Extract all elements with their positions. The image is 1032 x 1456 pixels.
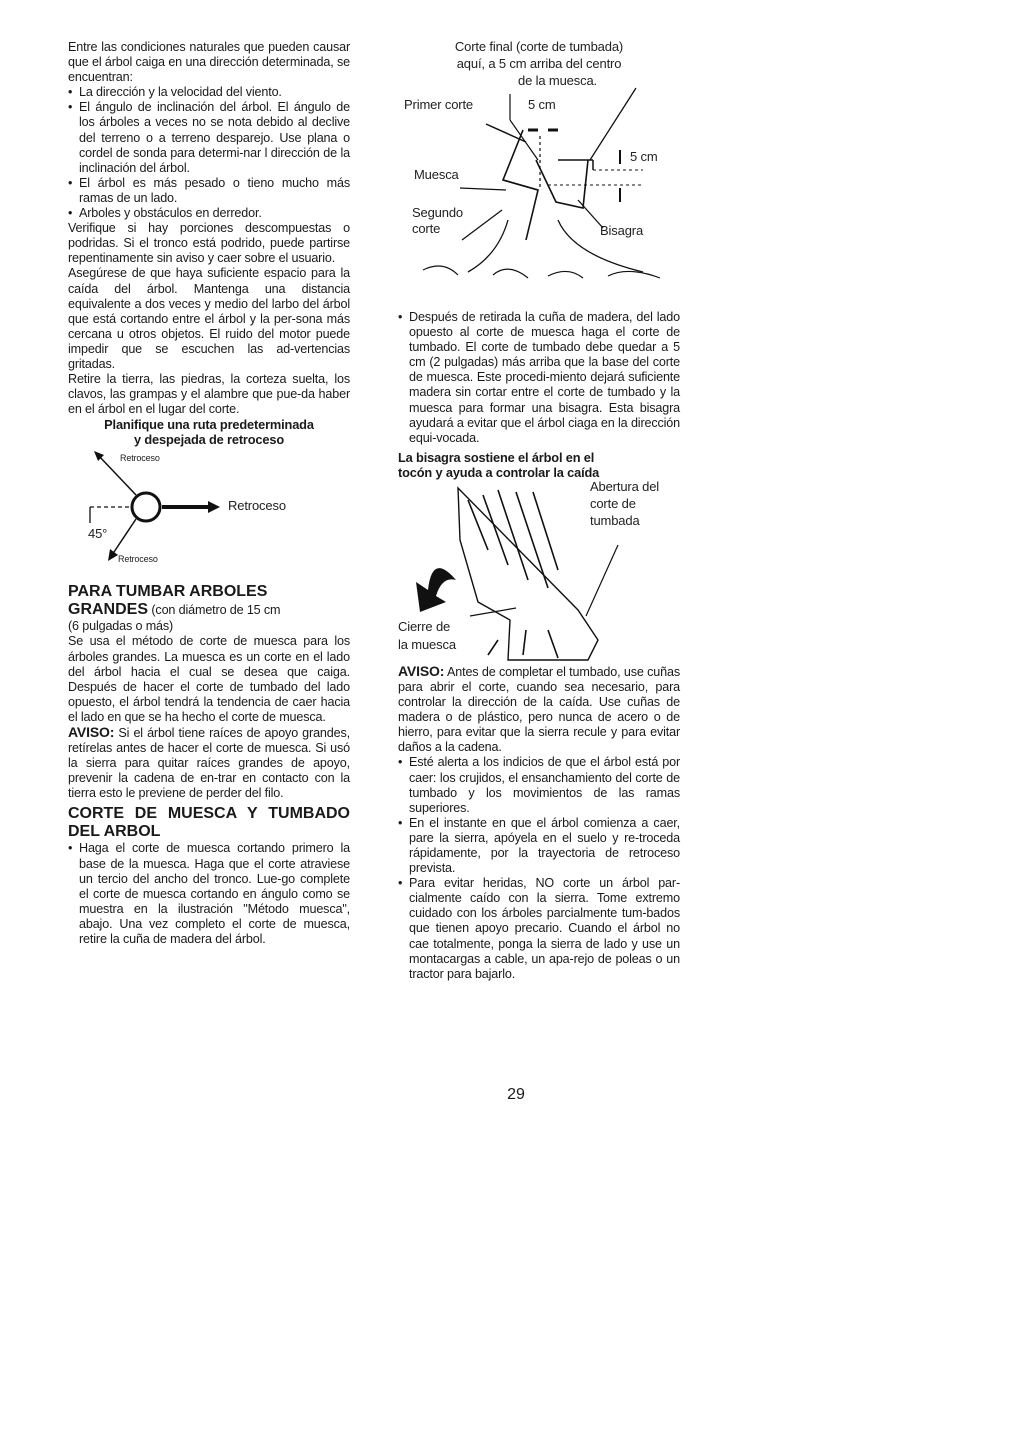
retreat-diagram-drawing — [68, 447, 350, 577]
hinge-diagram — [398, 480, 680, 662]
retreat-diagram — [68, 447, 350, 577]
heading-large-subtitle-2: (6 pulgadas o más) — [68, 619, 174, 634]
retreat-title-line2: y despejada de retroceso — [133, 432, 285, 448]
list-item: • En el instante en que el árbol comienza a caer, pare la sierra, apóyela en el suelo y re-troceda rápidamente, por la trayectoria de retroceso prevista. — [398, 816, 680, 876]
page-number: 29 — [507, 1086, 525, 1103]
hinge-title-line2: tocón y ayuda a controlar la caída — [398, 464, 600, 480]
caption-line3: de la muesca. — [518, 73, 597, 88]
dim-top-label: 5 cm — [528, 97, 556, 112]
clear-paragraph: Retire la tierra, las piedras, la corteza suelta, los clavos, las grampas y el alambre que pue-da haber en el árbol en el lugar del corte. — [68, 372, 350, 417]
aviso-label: AVISO: — [398, 662, 445, 679]
heading-large-subtitle: (con diámetro de 15 cm — [151, 603, 281, 618]
abertura-label-1: Abertura del — [590, 478, 660, 494]
safety-list — [398, 755, 680, 981]
heading-large-trees: PARA TUMBAR ARBOLES — [68, 583, 268, 601]
intro-paragraph: Entre las condiciones naturales que pueden causar que el árbol caiga en una dirección determinada, se encuentran: — [68, 40, 350, 85]
notch-method-paragraph: Se usa el método de corte de muesca para los árboles grandes. La muesca es un corte en el lado del árbol hacia el cual se desea que caiga. Después de hacer el corte de tumbado del lado opuesto, el árbol tendrá la tendencia de caer hacia el lado en que se ha hecho el corte de muesca. — [68, 634, 350, 724]
heading-notch: CORTE DE MUESCA Y TUMBADO DEL ARBOL — [68, 805, 350, 841]
felling-list — [398, 310, 680, 446]
caption-line2: aquí, a 5 cm arriba del centro — [456, 56, 622, 71]
retreat-label-bottom: Retroceso — [118, 554, 158, 565]
list-item: • Haga el corte de muesca cortando primero la base de la muesca. Haga que el corte atraviese un tercio del ancho del tronco. Lue-go complete el corte de muesca cortando en ángulo como se muestra en la ilustración "Método muesca", abajo. Una vez completo el corte de muesca, retire la cuña de madera del árbol. — [68, 841, 350, 947]
rot-paragraph: Verifique si hay porciones descompuestas o podridas. Si el tronco está podrido, puede partirse repentinamente sin aviso y caer sobre el usuario. — [68, 221, 350, 266]
retreat-title-line1: Planifique una ruta predeterminada — [104, 417, 314, 433]
list-item: • Esté alerta a los indicios de que el árbol está por caer: los crujidos, el ensanchamiento del corte de tumbado y los movimientos de las ramas superiores. — [398, 755, 680, 815]
abertura-label-2: corte de — [590, 495, 636, 511]
caption-line1: Corte final (corte de tumbada) — [454, 39, 624, 54]
primer-corte-label: Primer corte — [404, 97, 473, 112]
aviso-label: AVISO: — [68, 724, 115, 740]
left-column — [68, 40, 350, 947]
cierre-label-1: Cierre de — [398, 618, 451, 634]
aviso-text: Antes de completar el tumbado, use cuñas para abrir el corte, cuando sea necesario, para controlar la dirección de la caída. Use cuñas de madera o de plástico, pero nunca de acero o de hierro, para evitar que la sierra recule y para evitar daños a la cadena. — [398, 664, 680, 755]
hinge-diagram-drawing — [398, 480, 680, 662]
conditions-list — [68, 85, 350, 221]
list-item: • El árbol es más pesado o tieno mucho más ramas de un lado. — [68, 176, 350, 206]
list-item: • Para evitar heridas, NO corte un árbol par-cialmente caído con la sierra. Tome extremo cuidado con los árboles parcialmente tum-bados que tienen apoyo precario. Cuando el árbol no cae totalmente, ponga la sierra de lado y use un montacargas a cable, un apa-rejo de poleas o un tractor para bajarlo. — [398, 876, 680, 982]
aviso-text: Si el árbol tiene raíces de apoyo grandes, retírelas antes de hacer el corte de muesca. Si usó la sierra para quitar raíces grandes de apoyo, prevenir la cadena de en-trar en contacto con la tierra esto le previene de perder del filo. — [68, 726, 350, 801]
right-column — [398, 40, 680, 982]
heading-large-trees-2: GRANDES — [68, 601, 149, 619]
list-item: • La dirección y la velocidad del viento. — [68, 85, 350, 100]
retreat-label-right: Retroceso — [228, 498, 286, 514]
muesca-label: Muesca — [414, 167, 459, 182]
notch-list — [68, 841, 350, 947]
retreat-label-top: Retroceso — [120, 453, 160, 464]
segundo-label-1: Segundo — [412, 205, 464, 220]
notch-diagram — [398, 40, 680, 290]
angle-label: 45° — [88, 526, 108, 542]
list-item: • El ángulo de inclinación del árbol. El ángulo de los árboles a veces no se nota debido al declive del terreno o a terreno desparejo. Use plana o cordel de sonda para determi-nar l dirección de la inclinación del árbol. — [68, 100, 350, 175]
bisagra-label: Bisagra — [600, 223, 644, 238]
hinge-title-line1: La bisagra sostiene el árbol en el — [398, 449, 595, 465]
dim-right-label: 5 cm — [630, 149, 658, 164]
list-item: • Arboles y obstáculos en derredor. — [68, 206, 350, 221]
space-paragraph: Asegúrese de que haya suficiente espacio para la caída del árbol. Mantenga una distancia equivalente a dos veces y medio del larbo del árbol que está cortando entre el árbol y la per-sona más cercana u otros objetos. El ruido del motor puede impedir que se escuchen las ad-vertencias gritadas. — [68, 266, 350, 371]
cierre-label-2: la muesca — [398, 636, 456, 652]
abertura-label-3: tumbada — [590, 512, 640, 528]
list-item: • Después de retirada la cuña de madera, del lado opuesto al corte de muesca haga el corte de tumbado. El corte de tumbado debe quedar a 5 cm (2 pulgadas) más arriba que la base del corte de muesca. Este procedi-miento dejará suficiente madera sin cortar entre el corte de tumbado y la muesca para formar una bisagra. Esta bisagra ayudará a evitar que el árbol ciaga en la dirección equi-vocada. — [398, 310, 680, 446]
segundo-label-2: corte — [412, 221, 441, 236]
